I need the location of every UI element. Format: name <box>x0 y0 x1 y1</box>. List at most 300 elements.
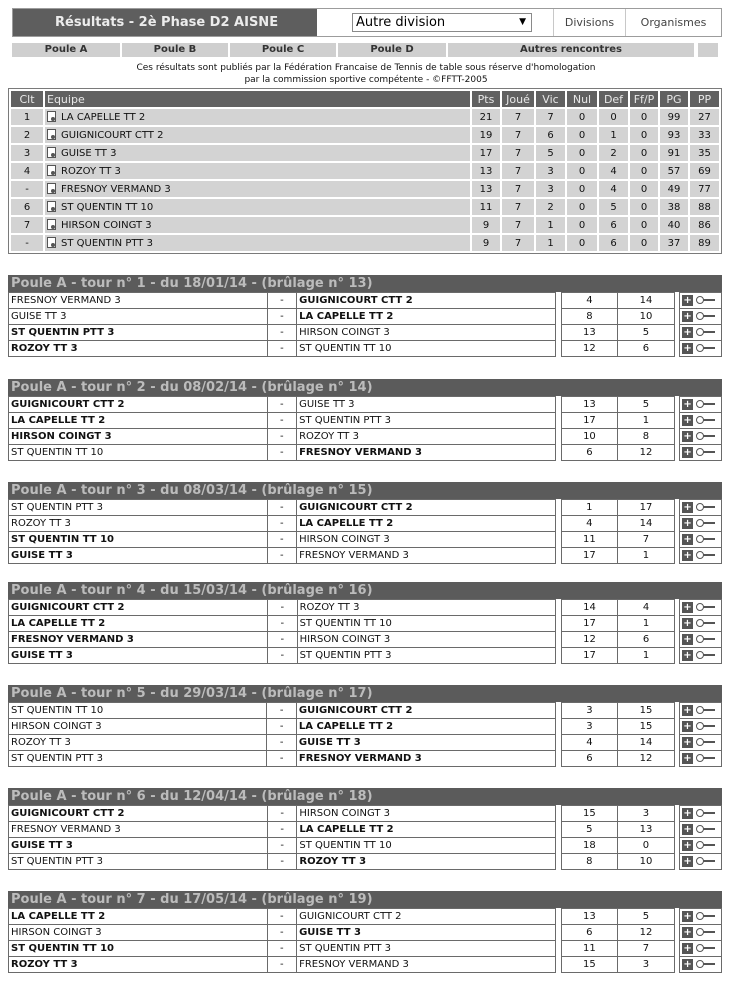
home-score: 8 <box>561 309 617 325</box>
home-team: GUIGNICOURT CTT 2 <box>9 806 268 822</box>
standings-cell: 49 <box>660 181 688 197</box>
home-team: ST QUENTIN TT 10 <box>9 532 268 548</box>
away-score: 8 <box>617 429 674 445</box>
home-score: 6 <box>561 925 617 941</box>
home-score: 15 <box>561 806 617 822</box>
home-team: GUISE TT 3 <box>9 548 268 564</box>
match-separator: - <box>267 500 297 516</box>
key-icon[interactable] <box>696 738 716 746</box>
match-separator: - <box>268 648 298 664</box>
plus-icon[interactable]: + <box>683 839 692 851</box>
plus-icon[interactable]: + <box>683 517 692 529</box>
team-name[interactable]: HIRSON COINGT 3 <box>61 220 152 231</box>
standings-cell: 0 <box>567 217 597 233</box>
tab-poule-c[interactable]: Poule C <box>230 43 336 57</box>
away-team: ROZOY TT 3 <box>297 429 556 445</box>
tab-poule-b[interactable]: Poule B <box>122 43 228 57</box>
notice-line: Ces résultats sont publiés par la Fédération Francaise de Tennis de table sous réserve d'homologation <box>136 63 596 73</box>
match-row <box>9 648 722 664</box>
standings-cell: 4 <box>599 181 628 197</box>
away-team: GUISE TT 3 <box>296 735 555 751</box>
plus-icon[interactable]: + <box>683 501 692 513</box>
standings-cell: 0 <box>630 181 658 197</box>
standings-cell: 57 <box>660 163 688 179</box>
match-row <box>9 341 722 357</box>
away-team: LA CAPELLE TT 2 <box>297 309 556 325</box>
team-name[interactable]: GUIGNICOURT CTT 2 <box>61 130 164 141</box>
away-team: LA CAPELLE TT 2 <box>297 822 555 838</box>
away-team: GUIGNICOURT CTT 2 <box>297 909 556 925</box>
away-score: 13 <box>617 822 674 838</box>
match-separator: - <box>267 293 297 309</box>
home-score: 3 <box>561 703 617 719</box>
away-team: ST QUENTIN PTT 3 <box>297 413 556 429</box>
standings-cell: 0 <box>630 127 658 143</box>
home-team: GUIGNICOURT CTT 2 <box>9 397 268 413</box>
plus-icon[interactable]: + <box>683 807 692 819</box>
away-team: ST QUENTIN TT 10 <box>297 616 555 632</box>
key-icon[interactable] <box>696 754 716 762</box>
home-team: HIRSON COINGT 3 <box>9 429 268 445</box>
round-section <box>8 788 722 870</box>
standings-cell: 2 <box>11 127 43 143</box>
standings-cell: 35 <box>690 145 719 161</box>
column-header: Pts <box>472 91 500 107</box>
division-select[interactable] <box>352 13 532 32</box>
match-actions <box>680 806 722 822</box>
standings-cell: 40 <box>660 217 688 233</box>
home-team: GUISE TT 3 <box>9 838 268 854</box>
standings-team-cell <box>45 235 470 251</box>
plus-icon[interactable]: + <box>683 823 692 835</box>
away-score: 4 <box>618 600 675 616</box>
standings-cell: 2 <box>599 145 628 161</box>
key-icon[interactable] <box>696 635 716 643</box>
home-score: 18 <box>561 838 617 854</box>
match-actions <box>680 703 722 719</box>
home-score: 4 <box>561 735 617 751</box>
division-select-value: Autre division <box>356 15 446 30</box>
column-header: Vic <box>536 91 565 107</box>
home-score: 1 <box>561 500 617 516</box>
home-team: ST QUENTIN TT 10 <box>9 445 268 461</box>
plus-icon[interactable]: + <box>683 736 692 748</box>
away-team: FRESNOY VERMAND 3 <box>297 957 556 973</box>
away-score: 12 <box>617 925 674 941</box>
key-icon[interactable] <box>696 928 716 936</box>
away-score: 5 <box>617 397 674 413</box>
plus-icon[interactable]: + <box>683 342 692 354</box>
standings-cell: 33 <box>690 127 719 143</box>
standings-cell: 13 <box>472 181 500 197</box>
away-score: 1 <box>618 648 675 664</box>
match-actions <box>680 341 722 357</box>
key-icon[interactable] <box>696 416 716 424</box>
standings-cell: - <box>11 235 43 251</box>
away-score: 1 <box>618 616 675 632</box>
plus-icon[interactable]: + <box>683 294 692 306</box>
match-separator: - <box>267 751 297 767</box>
tab-poule-a[interactable]: Poule A <box>12 43 120 57</box>
away-team: HIRSON COINGT 3 <box>297 325 556 341</box>
match-row <box>9 429 722 445</box>
home-team: HIRSON COINGT 3 <box>9 925 268 941</box>
match-actions <box>680 648 722 664</box>
round-title: Poule A - tour n° 3 - du 08/03/14 - (brûlage n° 15) <box>8 482 722 499</box>
round-section <box>8 582 722 664</box>
match-separator: - <box>267 429 296 445</box>
standings-cell: 6 <box>536 127 565 143</box>
standings-team-cell <box>45 181 470 197</box>
away-team: FRESNOY VERMAND 3 <box>297 445 556 461</box>
away-team: ST QUENTIN PTT 3 <box>297 648 555 664</box>
standings-row <box>11 199 719 215</box>
plus-icon[interactable]: + <box>683 430 692 442</box>
away-score: 10 <box>617 854 674 870</box>
plus-icon[interactable]: + <box>683 414 692 426</box>
standings-cell: 0 <box>630 109 658 125</box>
round-title: Poule A - tour n° 7 - du 17/05/14 - (brûlage n° 19) <box>8 891 722 908</box>
away-score: 1 <box>617 548 674 564</box>
standings-cell: 91 <box>660 145 688 161</box>
home-score: 11 <box>561 532 617 548</box>
away-team: ST QUENTIN PTT 3 <box>297 941 556 957</box>
home-team: ST QUENTIN PTT 3 <box>9 854 268 870</box>
home-team: ROZOY TT 3 <box>9 341 268 357</box>
away-score: 14 <box>617 293 674 309</box>
away-score: 3 <box>617 957 674 973</box>
standings-cell: 7 <box>502 127 534 143</box>
key-icon[interactable] <box>696 432 716 440</box>
plus-icon[interactable]: + <box>683 910 692 922</box>
match-row <box>9 751 722 767</box>
round-title: Poule A - tour n° 1 - du 18/01/14 - (brûlage n° 13) <box>8 275 722 292</box>
standings-team-cell <box>45 109 470 125</box>
away-score: 3 <box>617 806 674 822</box>
home-team: LA CAPELLE TT 2 <box>9 616 268 632</box>
match-separator: - <box>267 397 296 413</box>
home-team: LA CAPELLE TT 2 <box>9 909 268 925</box>
home-score: 14 <box>561 600 617 616</box>
team-sheet-icon[interactable] <box>47 147 56 158</box>
organismes-link[interactable]: Organismes <box>625 9 721 36</box>
away-score: 17 <box>617 500 674 516</box>
standings-cell: 7 <box>11 217 43 233</box>
key-icon[interactable] <box>696 503 716 511</box>
key-icon[interactable] <box>696 296 716 304</box>
match-row <box>9 293 722 309</box>
team-sheet-icon[interactable] <box>47 111 56 122</box>
match-row <box>9 600 722 616</box>
match-separator: - <box>267 516 297 532</box>
standings-cell: 93 <box>660 127 688 143</box>
standings-cell: 0 <box>630 145 658 161</box>
round-title: Poule A - tour n° 5 - du 29/03/14 - (brûlage n° 17) <box>8 685 722 702</box>
round-section <box>8 685 722 767</box>
match-actions <box>680 751 722 767</box>
plus-icon[interactable]: + <box>683 704 692 716</box>
away-team: ROZOY TT 3 <box>297 854 555 870</box>
home-score: 17 <box>561 616 617 632</box>
team-sheet-icon[interactable] <box>47 237 56 248</box>
standings-cell: 3 <box>536 163 565 179</box>
match-row <box>9 735 722 751</box>
standings-cell: 3 <box>11 145 43 161</box>
standings-cell: 0 <box>567 109 597 125</box>
plus-icon[interactable]: + <box>683 310 692 322</box>
match-row <box>9 616 722 632</box>
standings-cell: 7 <box>502 109 534 125</box>
match-row <box>9 957 722 973</box>
standings-row <box>11 109 719 125</box>
match-actions <box>680 325 722 341</box>
match-actions <box>680 500 722 516</box>
key-icon[interactable] <box>696 551 716 559</box>
standings-team-cell <box>45 199 470 215</box>
key-icon[interactable] <box>696 912 716 920</box>
away-score: 1 <box>617 413 674 429</box>
round-title: Poule A - tour n° 6 - du 12/04/14 - (brûlage n° 18) <box>8 788 722 805</box>
team-name[interactable]: ROZOY TT 3 <box>61 166 121 177</box>
standings-cell: 0 <box>567 181 597 197</box>
home-team: ST QUENTIN PTT 3 <box>9 500 268 516</box>
standings-row <box>11 217 719 233</box>
away-team: GUISE TT 3 <box>297 925 556 941</box>
home-team: GUIGNICOURT CTT 2 <box>9 600 268 616</box>
home-score: 17 <box>561 648 617 664</box>
standings-cell: 1 <box>11 109 43 125</box>
home-score: 13 <box>561 909 617 925</box>
plus-icon[interactable]: + <box>683 533 692 545</box>
column-header: PG <box>660 91 688 107</box>
key-icon[interactable] <box>696 722 716 730</box>
away-score: 10 <box>617 309 674 325</box>
match-row <box>9 854 722 870</box>
team-sheet-icon[interactable] <box>47 183 56 194</box>
key-icon[interactable] <box>696 400 716 408</box>
match-separator: - <box>267 341 297 357</box>
away-score: 0 <box>617 838 674 854</box>
plus-icon[interactable]: + <box>683 326 692 338</box>
standings-cell: 7 <box>502 235 534 251</box>
key-icon[interactable] <box>696 619 716 627</box>
match-row <box>9 397 722 413</box>
match-row <box>9 822 722 838</box>
match-separator: - <box>267 909 297 925</box>
standings-cell: 99 <box>660 109 688 125</box>
top-bar <box>12 8 722 37</box>
standings-cell: 37 <box>660 235 688 251</box>
away-team: GUISE TT 3 <box>297 397 556 413</box>
key-icon[interactable] <box>696 809 716 817</box>
match-separator: - <box>267 957 297 973</box>
plus-icon[interactable]: + <box>683 549 692 561</box>
standings-team-cell <box>45 145 470 161</box>
standings-cell: 17 <box>472 145 500 161</box>
away-score: 6 <box>618 632 675 648</box>
match-row <box>9 941 722 957</box>
key-icon[interactable] <box>696 706 716 714</box>
match-row <box>9 325 722 341</box>
away-team: FRESNOY VERMAND 3 <box>297 548 556 564</box>
match-actions <box>680 616 722 632</box>
key-icon[interactable] <box>696 328 716 336</box>
match-actions <box>680 957 722 973</box>
home-team: GUISE TT 3 <box>9 648 268 664</box>
key-icon[interactable] <box>696 448 716 456</box>
standings-cell: - <box>11 181 43 197</box>
key-icon[interactable] <box>696 857 716 865</box>
team-sheet-icon[interactable] <box>47 165 56 176</box>
divisions-link[interactable]: Divisions <box>553 9 625 36</box>
match-row <box>9 445 722 461</box>
standings-cell: 1 <box>536 235 565 251</box>
standings-cell: 88 <box>690 199 719 215</box>
standings-cell: 0 <box>567 199 597 215</box>
plus-icon[interactable]: + <box>683 942 692 954</box>
home-team: ROZOY TT 3 <box>9 516 268 532</box>
column-header: Clt <box>11 91 43 107</box>
plus-icon[interactable]: + <box>683 446 692 458</box>
key-icon[interactable] <box>696 344 716 352</box>
plus-icon[interactable]: + <box>683 752 692 764</box>
home-score: 12 <box>561 341 617 357</box>
match-separator: - <box>267 838 297 854</box>
match-separator: - <box>267 532 297 548</box>
match-separator: - <box>267 925 297 941</box>
standings-cell: 0 <box>599 109 628 125</box>
team-name[interactable]: LA CAPELLE TT 2 <box>61 112 146 123</box>
away-score: 7 <box>617 532 674 548</box>
key-icon[interactable] <box>696 841 716 849</box>
plus-icon[interactable]: + <box>683 633 692 645</box>
standings-cell: 7 <box>502 145 534 161</box>
match-separator: - <box>267 445 296 461</box>
team-name[interactable]: FRESNOY VERMAND 3 <box>61 184 171 195</box>
standings-row <box>11 235 719 251</box>
key-icon[interactable] <box>696 960 716 968</box>
round-section <box>8 482 722 564</box>
match-separator: - <box>268 632 298 648</box>
match-actions <box>680 600 722 616</box>
standings-cell: 6 <box>11 199 43 215</box>
notice-line: par la commission sportive compétente - ©FFTT-2005 <box>244 75 488 85</box>
match-actions <box>680 735 722 751</box>
home-team: ST QUENTIN PTT 3 <box>9 325 268 341</box>
team-sheet-icon[interactable] <box>47 201 56 212</box>
away-team: LA CAPELLE TT 2 <box>296 719 555 735</box>
away-score: 5 <box>617 909 674 925</box>
away-team: GUIGNICOURT CTT 2 <box>296 703 555 719</box>
plus-icon[interactable]: + <box>683 720 692 732</box>
plus-icon[interactable]: + <box>683 649 692 661</box>
match-row <box>9 703 722 719</box>
home-score: 13 <box>561 397 617 413</box>
column-header: PP <box>690 91 719 107</box>
plus-icon[interactable]: + <box>683 601 692 613</box>
match-row <box>9 548 722 564</box>
standings-cell: 0 <box>567 145 597 161</box>
standings-row <box>11 181 719 197</box>
match-row <box>9 632 722 648</box>
home-team: HIRSON COINGT 3 <box>9 719 267 735</box>
key-icon[interactable] <box>696 519 716 527</box>
away-team: GUIGNICOURT CTT 2 <box>297 500 556 516</box>
standings-team-cell <box>45 163 470 179</box>
tab-autres-rencontres[interactable]: Autres rencontres <box>448 43 694 57</box>
away-team: ST QUENTIN TT 10 <box>297 838 555 854</box>
standings-cell: 0 <box>567 235 597 251</box>
standings-row <box>11 145 719 161</box>
key-icon[interactable] <box>696 651 716 659</box>
team-sheet-icon[interactable] <box>47 219 56 230</box>
away-team: HIRSON COINGT 3 <box>297 632 555 648</box>
plus-icon[interactable]: + <box>683 958 692 970</box>
away-score: 7 <box>617 941 674 957</box>
key-icon[interactable] <box>696 535 716 543</box>
round-title: Poule A - tour n° 2 - du 08/02/14 - (brûlage n° 14) <box>8 379 722 396</box>
standings-cell: 69 <box>690 163 719 179</box>
home-team: ST QUENTIN TT 10 <box>9 703 267 719</box>
away-score: 14 <box>617 516 674 532</box>
match-separator: - <box>268 600 298 616</box>
home-score: 5 <box>561 822 617 838</box>
standings-cell: 0 <box>630 163 658 179</box>
plus-icon[interactable]: + <box>683 855 692 867</box>
match-row <box>9 532 722 548</box>
column-header: Equipe <box>45 91 470 107</box>
standings-cell: 2 <box>536 199 565 215</box>
plus-icon[interactable]: + <box>683 926 692 938</box>
home-team: FRESNOY VERMAND 3 <box>9 632 268 648</box>
match-separator: - <box>267 548 297 564</box>
standings-cell: 0 <box>630 235 658 251</box>
match-actions <box>680 822 722 838</box>
standings-cell: 0 <box>567 163 597 179</box>
key-icon[interactable] <box>696 825 716 833</box>
team-name[interactable]: ST QUENTIN TT 10 <box>61 202 154 213</box>
match-separator: - <box>267 719 297 735</box>
key-icon[interactable] <box>696 312 716 320</box>
tab-poule-d[interactable]: Poule D <box>338 43 446 57</box>
match-actions <box>680 309 722 325</box>
key-icon[interactable] <box>696 603 716 611</box>
away-team: HIRSON COINGT 3 <box>297 806 555 822</box>
away-team: ROZOY TT 3 <box>297 600 555 616</box>
away-score: 6 <box>617 341 674 357</box>
match-actions <box>680 429 722 445</box>
standings-cell: 27 <box>690 109 719 125</box>
plus-icon[interactable]: + <box>683 617 692 629</box>
match-actions <box>680 293 722 309</box>
home-team: ROZOY TT 3 <box>9 735 267 751</box>
match-separator: - <box>267 941 297 957</box>
home-score: 13 <box>561 325 617 341</box>
plus-icon[interactable]: + <box>683 398 692 410</box>
team-name[interactable]: GUISE TT 3 <box>61 148 117 159</box>
homologation-notice <box>0 62 732 86</box>
round-section <box>8 891 722 973</box>
team-sheet-icon[interactable] <box>47 129 56 140</box>
match-separator: - <box>267 735 297 751</box>
away-score: 5 <box>617 325 674 341</box>
team-name[interactable]: ST QUENTIN PTT 3 <box>61 238 153 249</box>
key-icon[interactable] <box>696 944 716 952</box>
standings-cell: 7 <box>502 199 534 215</box>
home-score: 4 <box>561 516 617 532</box>
round-section <box>8 275 722 357</box>
home-team: LA CAPELLE TT 2 <box>9 413 268 429</box>
